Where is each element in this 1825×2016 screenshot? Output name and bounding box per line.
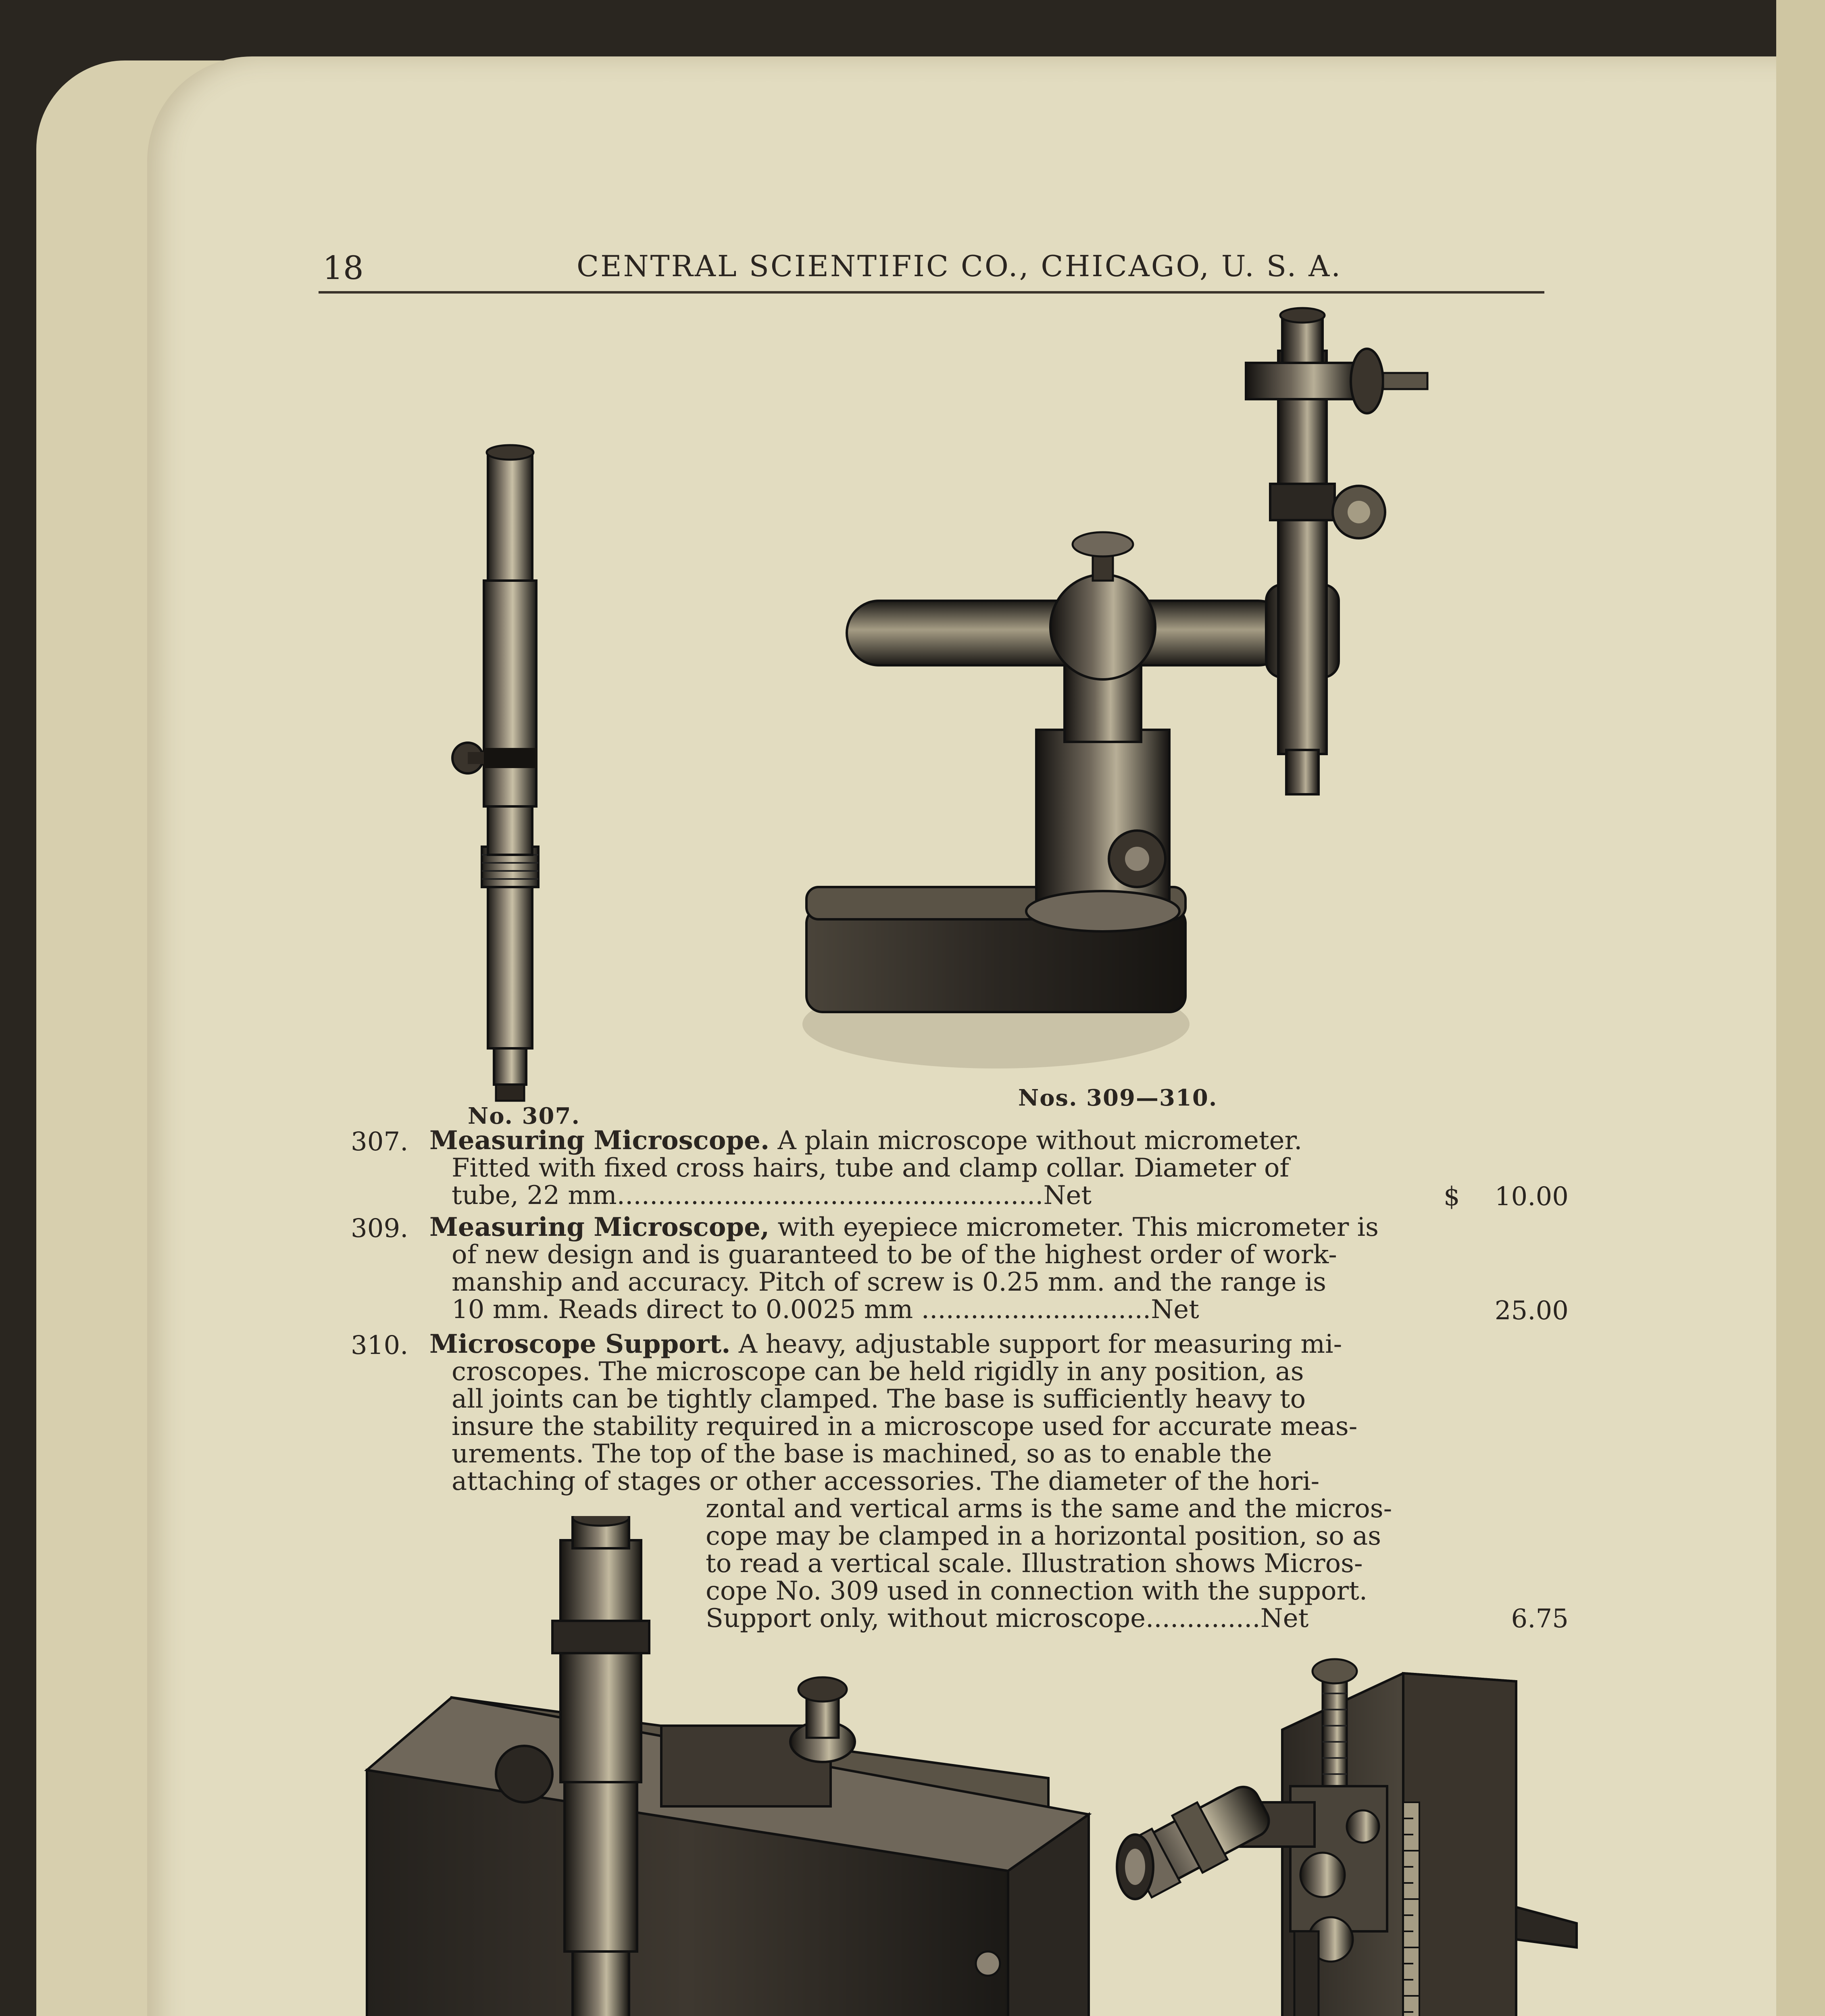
entry-309-text (429, 1214, 1438, 1323)
page-edge (1776, 0, 1825, 2016)
entry-310-line-1: A heavy, adjustable support for measuring mi- (738, 1329, 1342, 1359)
entry-310-line-7: zontal and vertical arms is the same and the micros- (706, 1494, 1392, 1524)
entry-307-title: Measuring Microscope. (429, 1125, 770, 1156)
entry-310-line-4: insure the stability required in a microscope used for accurate meas- (452, 1412, 1358, 1441)
figure-no-307 (444, 444, 573, 1105)
entry-310-line-2: croscopes. The microscope can be held rigidly in any position, as (452, 1357, 1304, 1387)
entry-309-title: Measuring Microscope, (429, 1212, 770, 1242)
entry-310-line-5: urements. The top of the base is machined, so as to enable the (452, 1439, 1272, 1469)
currency-symbol: $ (1444, 1182, 1460, 1212)
entry-310-line-10: cope No. 309 used in connection with the support. (706, 1576, 1368, 1606)
entry-310-line-6: attaching of stages or other accessories. The diameter of the hori- (452, 1466, 1320, 1496)
entry-309-line-3: manship and accuracy. Pitch of screw is 0.25 mm. and the range is (452, 1267, 1326, 1297)
price-307: 10.00 (1494, 1182, 1569, 1212)
entry-number-307: 307. (351, 1127, 408, 1157)
entry-307-text (429, 1127, 1438, 1209)
entry-number-310: 310. (351, 1331, 408, 1360)
entry-310-line-3: all joints can be tightly clamped. The base is sufficiently heavy to (452, 1384, 1306, 1414)
entry-310-line-9: to read a vertical scale. Illustration shows Micros- (706, 1549, 1363, 1579)
price-310: 6.75 (1511, 1604, 1569, 1634)
caption-no-307: No. 307. (468, 1103, 580, 1129)
entry-number-309: 309. (351, 1214, 408, 1243)
entry-307-line-1: A plain microscope without micrometer. (777, 1126, 1302, 1156)
figure-nos-309-310 (746, 306, 1452, 1105)
figure-no-311-fig-2 (1113, 1649, 1589, 2016)
entry-309-line-1: with eyepiece micrometer. This micrometer is (777, 1212, 1379, 1242)
running-head: CENTRAL SCIENTIFIC CO., CHICAGO, U. S. A. (577, 249, 1342, 283)
entry-309-line-2: of new design and is guaranteed to be of the highest order of work- (452, 1240, 1337, 1270)
entry-309-line-4: 10 mm. Reads direct to 0.0025 mm ............................Net (452, 1295, 1199, 1325)
caption-nos-309-310: Nos. 309—310. (1018, 1085, 1218, 1111)
price-309: 25.00 (1494, 1296, 1569, 1326)
entry-307-line-2: Fitted with fixed cross hairs, tube and clamp collar. Diameter of (452, 1153, 1290, 1183)
entry-307-line-3: tube, 22 mm....................................................Net (452, 1181, 1092, 1210)
figure-no-311-fig-1 (355, 1516, 1109, 2016)
entry-310-line-8: cope may be clamped in a horizontal position, so as (706, 1521, 1381, 1551)
page-number: 18 (323, 249, 364, 287)
entry-310-line-11: Support only, without microscope..............Net (706, 1604, 1309, 1633)
entry-310-title: Microscope Support. (429, 1329, 731, 1359)
header-rule (319, 291, 1544, 294)
